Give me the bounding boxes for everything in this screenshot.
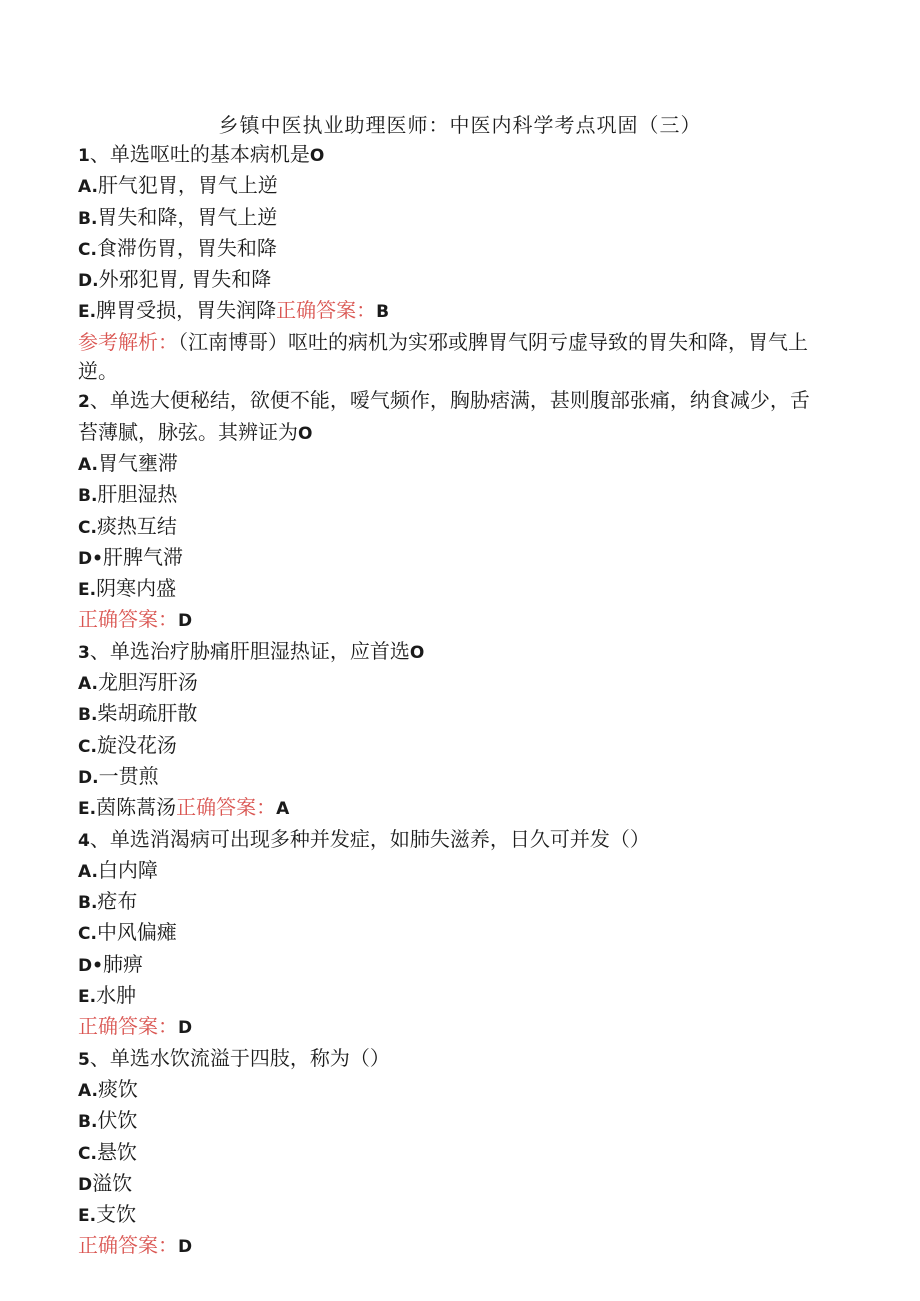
- option-letter: D.: [78, 767, 99, 788]
- option-text: 胃气壅滞: [97, 450, 178, 475]
- question-stem: [78, 140, 818, 171]
- answer-label: 正确答案：: [78, 1014, 178, 1039]
- option-text: 水肿: [96, 983, 137, 1008]
- option-text: 脾胃受损，胃失润降: [96, 298, 277, 323]
- option-letter: E.: [78, 987, 97, 1008]
- answer-label: 正确答案：: [78, 607, 178, 632]
- option-letter: E.: [78, 580, 97, 601]
- answer-label: 正确答案：: [276, 298, 377, 323]
- question-number: 1: [78, 146, 90, 166]
- option-d: [78, 265, 818, 296]
- answer-label: 正确答案：: [176, 795, 277, 820]
- question-number: 4: [78, 830, 90, 851]
- option-letter: D•: [78, 548, 103, 569]
- option-b: [78, 887, 818, 918]
- option-a: [78, 449, 818, 480]
- option-text: 支饮: [96, 1202, 137, 1227]
- option-e: [78, 296, 818, 327]
- question-number: 2: [78, 392, 90, 413]
- question-stem: [78, 1044, 818, 1075]
- question-text: 、单选呕吐的基本病机是: [89, 142, 310, 166]
- option-d: [78, 543, 818, 574]
- option-b: [78, 1106, 818, 1137]
- analysis: [78, 328, 818, 387]
- option-text: 肝胆湿热: [97, 482, 178, 507]
- option-text: 旋没花汤: [96, 732, 177, 757]
- option-text: 肝脾气滞: [102, 544, 183, 569]
- option-c: [78, 1138, 818, 1169]
- question-number: 3: [78, 642, 90, 663]
- option-text: 痰热互结: [96, 513, 177, 538]
- option-b: [78, 480, 818, 511]
- option-c: [78, 918, 818, 949]
- option-letter: D•: [78, 955, 103, 976]
- option-text: 龙胆泻肝汤: [97, 670, 198, 695]
- option-b: [78, 203, 818, 234]
- option-a: [78, 856, 818, 887]
- option-text: 中风偏瘫: [96, 920, 177, 945]
- option-letter: A.: [78, 1080, 98, 1101]
- question-list: [78, 140, 818, 1263]
- analysis-text: （江南博哥）呕吐的病机为实邪或脾胃气阴亏虚导致的胃失和降，胃气上逆。: [78, 329, 808, 384]
- option-a: [78, 668, 818, 699]
- option-text: 伏饮: [97, 1108, 138, 1133]
- option-letter: A.: [78, 177, 98, 198]
- option-letter: C.: [78, 517, 97, 538]
- option-e: [78, 981, 818, 1012]
- answer-value: D: [178, 611, 193, 632]
- option-text: 胃失和降，胃气上逆: [97, 204, 278, 229]
- option-letter: C.: [78, 239, 97, 260]
- question-stem: [78, 386, 818, 449]
- option-letter: A.: [78, 454, 98, 475]
- option-text: 阴寒内盛: [96, 576, 177, 601]
- option-letter: B.: [78, 1112, 98, 1133]
- option-text: 外邪犯胃, 胃失和降: [98, 267, 272, 292]
- option-text: 悬饮: [96, 1139, 137, 1164]
- option-e: [78, 574, 818, 605]
- option-a: [78, 1075, 818, 1106]
- analysis-label: 参考解析：: [78, 329, 178, 354]
- answer-value: B: [376, 302, 390, 323]
- question-blank: O: [298, 423, 313, 444]
- option-text: 疮布: [97, 889, 138, 914]
- option-letter: E.: [78, 302, 97, 323]
- option-letter: D.: [78, 271, 99, 292]
- answer-value: A: [276, 799, 290, 820]
- document-title: 乡镇中医执业助理医师：中医内科学考点巩固（三）: [218, 113, 702, 137]
- option-letter: E.: [78, 799, 97, 820]
- option-letter: E.: [78, 1206, 97, 1227]
- option-text: 茵陈蒿汤: [96, 795, 177, 820]
- question-stem: [78, 637, 818, 668]
- option-text: 一贯煎: [98, 763, 159, 788]
- option-text: 柴胡疏肝散: [97, 701, 198, 726]
- option-e: [78, 793, 818, 824]
- option-letter: B.: [78, 705, 98, 726]
- answer-line: [78, 1231, 818, 1262]
- question-stem: [78, 825, 818, 856]
- answer-line: [78, 605, 818, 636]
- option-text: 溢饮: [92, 1170, 133, 1195]
- option-d: [78, 762, 818, 793]
- option-letter: C.: [78, 924, 97, 945]
- question-text: 、单选大便秘结，欲便不能，嗳气频作，胸胁痞满，甚则腹部张痛，纳食减少，舌苔薄腻，脉弦。其辨证为: [78, 388, 810, 444]
- option-a: [78, 171, 818, 202]
- option-text: 肝气犯胃，胃气上逆: [97, 173, 278, 198]
- question-blank: O: [309, 146, 325, 166]
- option-c: [78, 512, 818, 543]
- option-letter: A.: [78, 674, 98, 695]
- question-text: 、单选治疗胁痛肝胆湿热证，应首选: [89, 638, 410, 663]
- option-text: 肺痹: [102, 951, 143, 976]
- answer-value: D: [178, 1018, 193, 1039]
- option-letter: B.: [78, 486, 98, 507]
- option-letter: B.: [78, 208, 98, 229]
- question-text: 、单选水饮流溢于四肢，称为（）: [89, 1045, 390, 1070]
- question-blank: O: [409, 642, 425, 663]
- option-text: 白内障: [97, 857, 158, 882]
- option-e: [78, 1200, 818, 1231]
- question-text: 、单选消渴病可出现多种并发症，如肺失滋养，日久可并发（）: [89, 826, 650, 851]
- option-d: [78, 1169, 818, 1200]
- option-letter: A.: [78, 861, 98, 882]
- question-number: 5: [78, 1049, 90, 1070]
- answer-line: [78, 1012, 818, 1043]
- option-b: [78, 699, 818, 730]
- option-text: 食滞伤胃，胃失和降: [96, 235, 277, 260]
- option-d: [78, 950, 818, 981]
- option-c: [78, 234, 818, 265]
- option-text: 痰饮: [97, 1076, 138, 1101]
- option-letter: C.: [78, 736, 97, 757]
- option-c: [78, 731, 818, 762]
- answer-label: 正确答案：: [78, 1233, 178, 1258]
- option-letter: C.: [78, 1143, 97, 1164]
- option-letter: B.: [78, 893, 98, 914]
- option-letter: D: [78, 1174, 93, 1195]
- answer-value: D: [178, 1237, 193, 1258]
